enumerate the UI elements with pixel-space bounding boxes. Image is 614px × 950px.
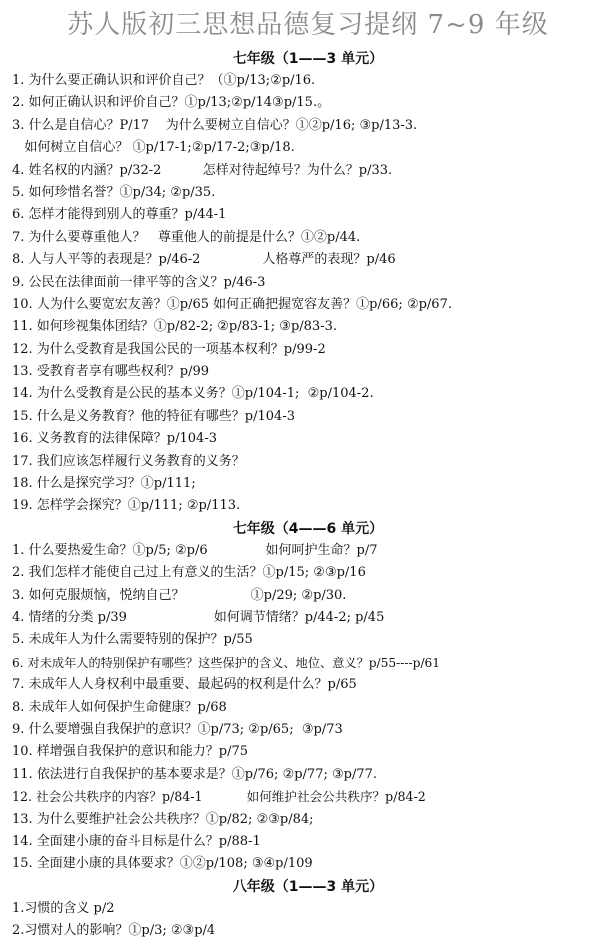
- question-item: 18. 什么是探究学习？①p/111;: [12, 476, 196, 492]
- question-item: 15. 全面建小康的具体要求？①②p/108; ③④p/109: [12, 856, 313, 872]
- question-list: [12, 898, 604, 943]
- question-item: 14. 为什么受教育是公民的基本义务？①p/104-1; ②p/104-2.: [12, 386, 374, 402]
- question-item: 17. 我们应该怎样履行义务教育的义务？: [12, 453, 245, 469]
- question-item: 1.习惯的含义 p/2: [12, 900, 115, 916]
- question-item: 3. 什么是自信心？P/17 为什么要树立自信心？①②p/16; ③p/13-3.: [12, 117, 418, 133]
- section-grade8-units1-3: [12, 876, 604, 943]
- question-item: 13. 受教育者享有哪些权利？p/99: [12, 364, 210, 380]
- section-grade7-units1-3: [12, 48, 604, 518]
- document-title: 苏人版初三思想品德复习提纲 7~9 年级: [67, 10, 549, 40]
- question-item: 4. 姓名权的内涵？p/32-2 怎样对待起绰号？为什么？p/33.: [12, 162, 393, 178]
- question-item: 15. 什么是义务教育？他的特征有哪些？p/104-3: [12, 408, 295, 424]
- question-item: 10. 人为什么要宽宏友善？①p/65 如何正确把握宽容友善？①p/66; ②p/67.: [12, 296, 452, 312]
- section-grade7-units4-6: [12, 518, 604, 876]
- question-item: 5. 未成年人为什么需要特别的保护？p/55: [12, 632, 253, 648]
- question-item: 2. 我们怎样才能使自己过上有意义的生活？①p/15; ②③p/16: [12, 565, 366, 581]
- question-item: 6. 怎样才能得到别人的尊重？p/44-1: [12, 207, 227, 223]
- question-item: 12. 社会公共秩序的内容？p/84-1 如何维护社会公共秩序？p/84-2: [12, 789, 426, 805]
- section-heading: 七年级（1——3 单元）: [232, 51, 384, 67]
- question-item: 7. 未成年人人身权利中最重要、最起码的权利是什么？p/65: [12, 677, 357, 693]
- question-item: 3. 如何克服烦恼，悦纳自己？ ①p/29; ②p/30.: [12, 587, 347, 603]
- question-item: 1. 什么要热爱生命？①p/5; ②p/6 如何呵护生命？p/7: [12, 542, 378, 558]
- question-item: 10. 样增强自我保护的意识和能力？p/75: [12, 744, 249, 760]
- question-item: 8. 未成年人如何保护生命健康？p/68: [12, 699, 227, 715]
- section-heading: 七年级（4——6 单元）: [232, 520, 384, 537]
- question-item: 16. 义务教育的法律保障？p/104-3: [12, 431, 217, 447]
- document-page: [0, 2, 614, 950]
- question-item: 9. 公民在法律面前一律平等的含义？p/46-3: [12, 274, 266, 290]
- question-item: 12. 为什么受教育是我国公民的一项基本权利？p/99-2: [12, 341, 326, 357]
- question-item: 1. 为什么要正确认识和评价自己？（①p/13;②p/16.: [12, 73, 316, 88]
- question-item: 7. 为什么要尊重他人？ 尊重他人的前提是什么？①②p/44.: [12, 229, 361, 245]
- question-item: 如何树立自信心？ ①p/17-1;②p/17-2;③p/18.: [12, 140, 295, 156]
- question-item: 11. 如何珍视集体团结？①p/82-2; ②p/83-1; ③p/83-3.: [12, 319, 337, 335]
- question-item: 8. 人与人平等的表现是？p/46-2 人格尊严的表现？p/46: [12, 252, 396, 268]
- question-list: [12, 540, 604, 876]
- question-item: 5. 如何珍惜名誉？①p/34; ②p/35.: [12, 184, 216, 200]
- section-heading: 八年级（1——3 单元）: [232, 878, 384, 895]
- question-item: 13. 为什么要维护社会公共秩序？①p/82; ②③p/84;: [12, 811, 314, 827]
- question-item: 4. 情绪的分类 p/39 如何调节情绪？p/44-2; p/45: [12, 610, 385, 625]
- question-item: 19. 怎样学会探究？①p/111; ②p/113.: [12, 498, 241, 514]
- question-item: 6. 对未成年人的特别保护有哪些？这些保护的含义、地位、意义？p/55----p/61: [12, 655, 441, 670]
- question-item: 11. 依法进行自我保护的基本要求是？①p/76; ②p/77; ③p/77.: [12, 766, 378, 782]
- question-item: 2. 如何正确认识和评价自己？①p/13;②p/14③p/15.。: [12, 95, 331, 111]
- question-item: 14. 全面建小康的奋斗目标是什么？p/88-1: [12, 833, 261, 849]
- question-list: [12, 70, 604, 518]
- question-item: 9. 什么要增强自我保护的意识？①p/73; ②p/65; ③p/73: [12, 721, 343, 737]
- question-item: 2.习惯对人的影响？①p/3; ②③p/4: [12, 923, 216, 939]
